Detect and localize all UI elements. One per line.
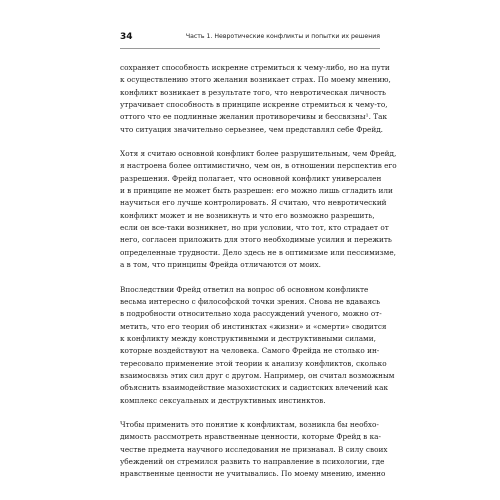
text-line: если он все-таки возникнет, но при условии, что тот, кто страдает от: [120, 223, 389, 233]
text-line: утрачивает способность в принципе искренне стремиться к чему-то,: [120, 100, 388, 110]
text-line: конфликт возникает в результате того, что невротическая личность: [120, 87, 386, 97]
text-line: научиться его лучше контролировать. Я считаю, что невротический: [120, 198, 387, 208]
text-line: что ситуация значительно серьезнее, чем представлял себе Фрейд.: [120, 124, 384, 134]
paragraph: [120, 284, 395, 407]
text-line: метить, что его теория об инстинктах «жизни» и «смерти» сводится: [120, 321, 387, 331]
text-line: к конфликту между конструктивными и деструктивными силами,: [120, 333, 376, 343]
text-line: весьма интересно с философской точки зрения. Снова не вдаваясь: [120, 296, 381, 306]
paragraph: [120, 148, 397, 271]
text-line: и в принципе не может быть разрешен: его можно лишь сгладить или: [120, 186, 393, 196]
text-line: Хотя я считаю основной конфликт более разрушительным, чем Фрейд,: [120, 149, 397, 159]
text-line: которые воздействуют на человека. Самого Фрейда не столько ин-: [120, 346, 380, 356]
text-line: убеждений он стремился развить то направление в психологии, где: [120, 456, 385, 466]
text-line: него, согласен приложить для этого необходимые усилия и пережить: [120, 235, 392, 245]
text-line: определенные трудности. Дело здесь не в оптимизме или пессимизме,: [120, 247, 396, 257]
header-divider: [120, 48, 380, 49]
text-line: честве предмета научного исследования не признавал. В силу своих: [120, 444, 388, 454]
text-line: конфликт может и не возникнуть и что его возможно разрешить,: [120, 210, 375, 220]
text-line: разрешения. Фрейд полагает, что основной конфликт универсален: [120, 173, 382, 183]
text-line: комплекс сексуальных и деструктивных инстинктов.: [120, 395, 326, 405]
running-head: Часть 1. Невротические конфликты и попытки их решения: [185, 33, 380, 40]
text-line: Чтобы применить это понятие к конфликтам, возникла бы необхо-: [120, 419, 379, 429]
paragraph: [120, 62, 391, 136]
text-line: объяснить взаимодействие мазохистских и садистских влечений как: [120, 383, 389, 393]
body-text: [120, 62, 397, 493]
text-line: оттого что ее подлинные желания противоречивы и бессвязны¹. Так: [120, 112, 388, 122]
text-line: а в том, что принципы Фрейда отличаются от моих.: [120, 260, 321, 270]
text-line: нравственные ценности не учитывались. По моему мнению, именно: [120, 469, 386, 479]
text-line: димость рассмотреть нравственные ценности, которые Фрейд в ка-: [120, 432, 381, 442]
text-line: сохраняет способность искренне стремиться к чему-либо, но на пути: [120, 63, 390, 72]
text-line: Впоследствии Фрейд ответил на вопрос об основном конфликте: [120, 284, 369, 294]
text-line: взаимосвязь этих сил друг с другом. Например, он считал возможным: [120, 370, 395, 380]
paragraph: [120, 419, 388, 481]
text-line: в подробности относительно хода рассуждений ученого, можно от-: [120, 309, 382, 319]
text-line: тересовало применение этой теории к анализу конфликтов, сколько: [120, 358, 387, 368]
text-line: к осуществлению этого желания возникает страх. По моему мнению,: [120, 75, 391, 85]
page-header: [120, 31, 380, 43]
page-number: 34: [120, 32, 133, 42]
text-line: я настроена более оптимистично, чем он, в отношении перспектив его: [120, 161, 397, 171]
